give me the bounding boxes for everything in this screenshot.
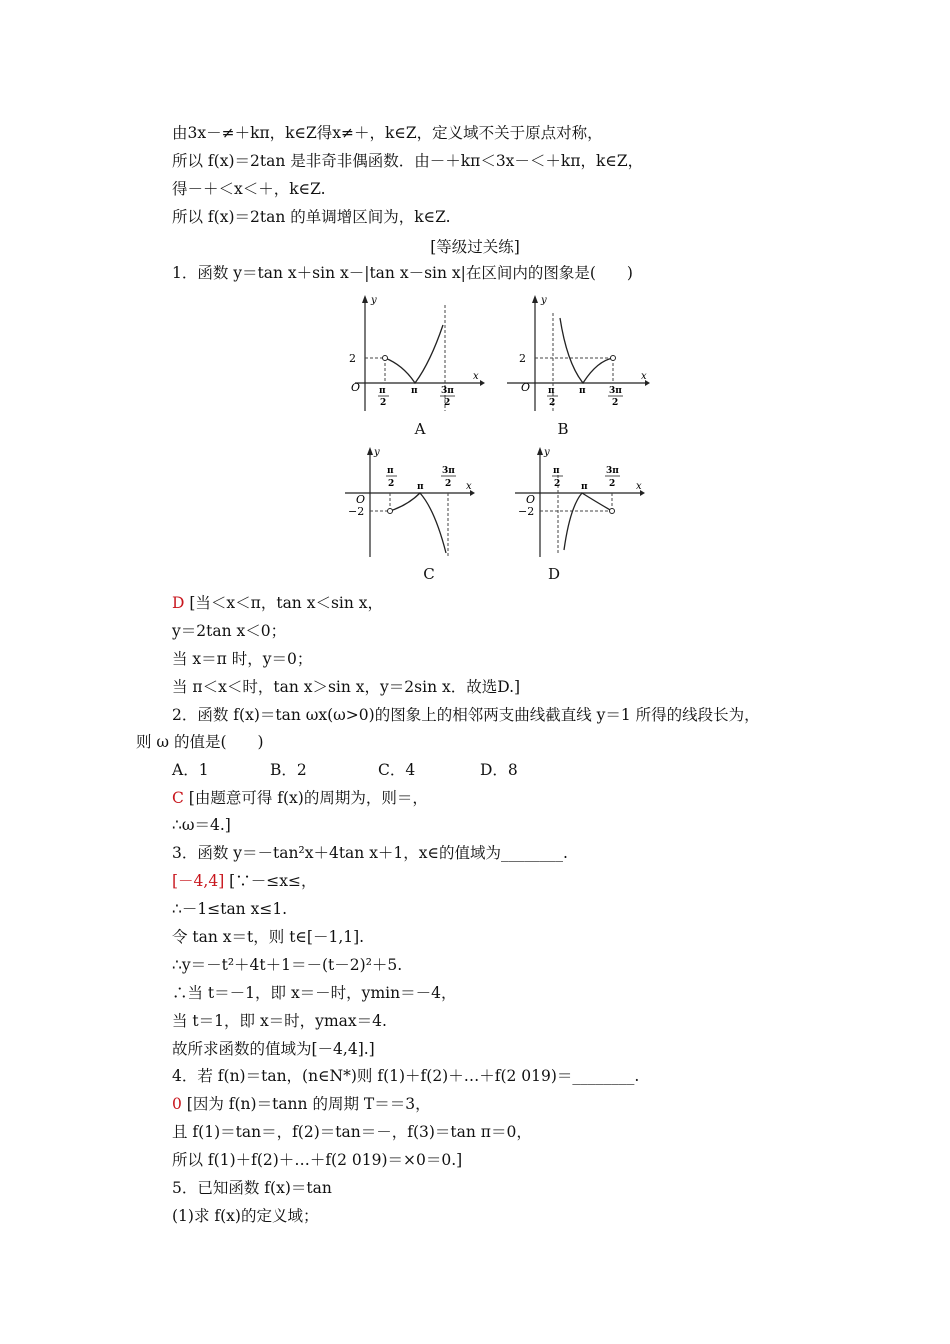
q3-stem: 3．函数 y＝－tan²x＋4tan x＋1，x∈的值域为________. [172, 844, 568, 862]
q2-stem-line-2: 则 ω 的值是( ) [136, 733, 264, 751]
q1-answer-line-2: y＝2tan x＜0； [172, 622, 287, 640]
svg-text:π: π [387, 466, 394, 476]
svg-text:3π: 3π [441, 386, 454, 396]
svg-text:2: 2 [612, 398, 619, 408]
q5-stem: 5．已知函数 f(x)＝tan [172, 1179, 332, 1197]
svg-text:y: y [371, 295, 377, 306]
svg-text:2: 2 [444, 398, 451, 408]
graph-b [505, 293, 655, 415]
q3-answer-line-4: ∴y＝－t²＋4t＋1＝－(t－2)²＋5. [172, 956, 403, 974]
q3-answer-key: [－4,4] [172, 872, 225, 890]
svg-text:π: π [417, 482, 424, 492]
svg-text:x: x [466, 481, 472, 492]
svg-text:y: y [544, 447, 550, 458]
q2-stem-line-1: 2．函数 f(x)＝tan ωx(ω>0)的图象上的相邻两支曲线截直线 y＝1 所得的线段长为， [172, 706, 760, 724]
q1-stem: 1．函数 y＝tan x＋sin x－|tan x－sin x|在区间内的图象是( ) [172, 264, 633, 282]
q2-option-b: B．2 [270, 761, 307, 779]
q4-answer-line-3: 所以 f(1)＋f(2)＋…＋f(2 019)＝×0＝0.] [172, 1151, 463, 1169]
svg-text:3π: 3π [442, 466, 455, 476]
q4-answer-line-2: 且 f(1)＝tan＝，f(2)＝tan＝－，f(3)＝tan π＝0， [172, 1123, 532, 1141]
svg-text:y: y [541, 295, 547, 306]
svg-text:2: 2 [554, 479, 561, 489]
q2-option-a: A．1 [172, 761, 209, 779]
q4-answer-line-1: 0 [因为 f(n)＝tann 的周期 T＝＝3， [172, 1095, 431, 1113]
svg-text:−2: −2 [348, 505, 365, 518]
q3-answer-line-7: 故所求函数的值域为[－4,4].] [172, 1040, 375, 1058]
q3-answer-line-1: [－4,4] [∵－≤x≤， [172, 872, 317, 890]
svg-text:O: O [356, 493, 366, 506]
svg-text:O: O [351, 381, 361, 394]
q1-answer-line-1: D [当＜x＜π，tan x＜sin x， [172, 594, 384, 612]
svg-text:2: 2 [549, 398, 556, 408]
q3-answer-line-5: ∴当 t＝－1，即 x＝－时，ymin＝－4， [172, 984, 457, 1002]
svg-text:2: 2 [609, 479, 616, 489]
svg-text:−2: −2 [518, 505, 535, 518]
svg-text:y: y [374, 447, 380, 458]
graph-d [510, 445, 655, 560]
svg-text:2: 2 [388, 479, 395, 489]
graph-d-label: D [547, 565, 561, 583]
prev-solution-line-4: 所以 f(x)＝2tan 的单调增区间为，k∈Z. [172, 208, 451, 226]
svg-text:2: 2 [380, 398, 387, 408]
section-title: [等级过关练] [430, 238, 520, 256]
q3-answer-line-2: ∴－1≤tan x≤1. [172, 900, 288, 918]
q3-answer-line-3: 令 tan x＝t，则 t∈[－1,1]. [172, 928, 365, 946]
graph-c-label: C [423, 565, 435, 583]
curve [385, 325, 443, 383]
svg-text:π: π [579, 386, 586, 396]
svg-text:2: 2 [445, 479, 452, 489]
q1-answer-line-4: 当 π＜x＜时，tan x＞sin x，y＝2sin x．故选D.] [172, 678, 521, 696]
q2-answer-key: C [172, 789, 184, 807]
prev-solution-line-2: 所以 f(x)＝2tan 是非奇非偶函数．由－＋kπ＜3x－＜＋kπ，k∈Z， [172, 152, 644, 170]
svg-text:π: π [379, 386, 386, 396]
svg-text:3π: 3π [606, 466, 619, 476]
q1-answer-line-3: 当 x＝π 时，y＝0； [172, 650, 313, 668]
q2-option-d: D．8 [480, 761, 518, 779]
svg-text:x: x [473, 371, 479, 382]
q1-answer-key: D [172, 594, 185, 612]
q2-answer-line-2: ∴ω＝4.] [172, 816, 231, 834]
svg-text:2: 2 [519, 352, 526, 365]
svg-text:2: 2 [349, 352, 356, 365]
svg-text:π: π [581, 482, 588, 492]
graph-a-label: A [414, 420, 426, 438]
q4-stem: 4．若 f(n)＝tan，(n∈N*)则 f(1)＋f(2)＋…＋f(2 019)＝________. [172, 1067, 640, 1085]
q2-answer-line-1: C [由题意可得 f(x)的周期为，则＝， [172, 789, 428, 807]
svg-text:O: O [521, 381, 531, 394]
svg-text:π: π [548, 386, 555, 396]
q4-answer-key: 0 [172, 1095, 182, 1113]
svg-text:3π: 3π [609, 386, 622, 396]
graph-c [340, 445, 485, 560]
svg-text:O: O [526, 493, 536, 506]
q2-option-c: C．4 [378, 761, 416, 779]
svg-text:x: x [636, 481, 642, 492]
q3-answer-line-6: 当 t＝1，即 x＝时，ymax＝4. [172, 1012, 387, 1030]
graph-b-label: B [557, 420, 569, 438]
graph-a [335, 293, 485, 415]
q5-part-1: (1)求 f(x)的定义域； [172, 1207, 319, 1225]
svg-text:π: π [411, 386, 418, 396]
prev-solution-line-3: 得－＋＜x＜＋，k∈Z. [172, 180, 326, 198]
prev-solution-line-1: 由3x－≠＋kπ，k∈Z得x≠＋，k∈Z，定义域不关于原点对称， [172, 124, 603, 142]
svg-text:x: x [641, 371, 647, 382]
svg-text:π: π [553, 466, 560, 476]
